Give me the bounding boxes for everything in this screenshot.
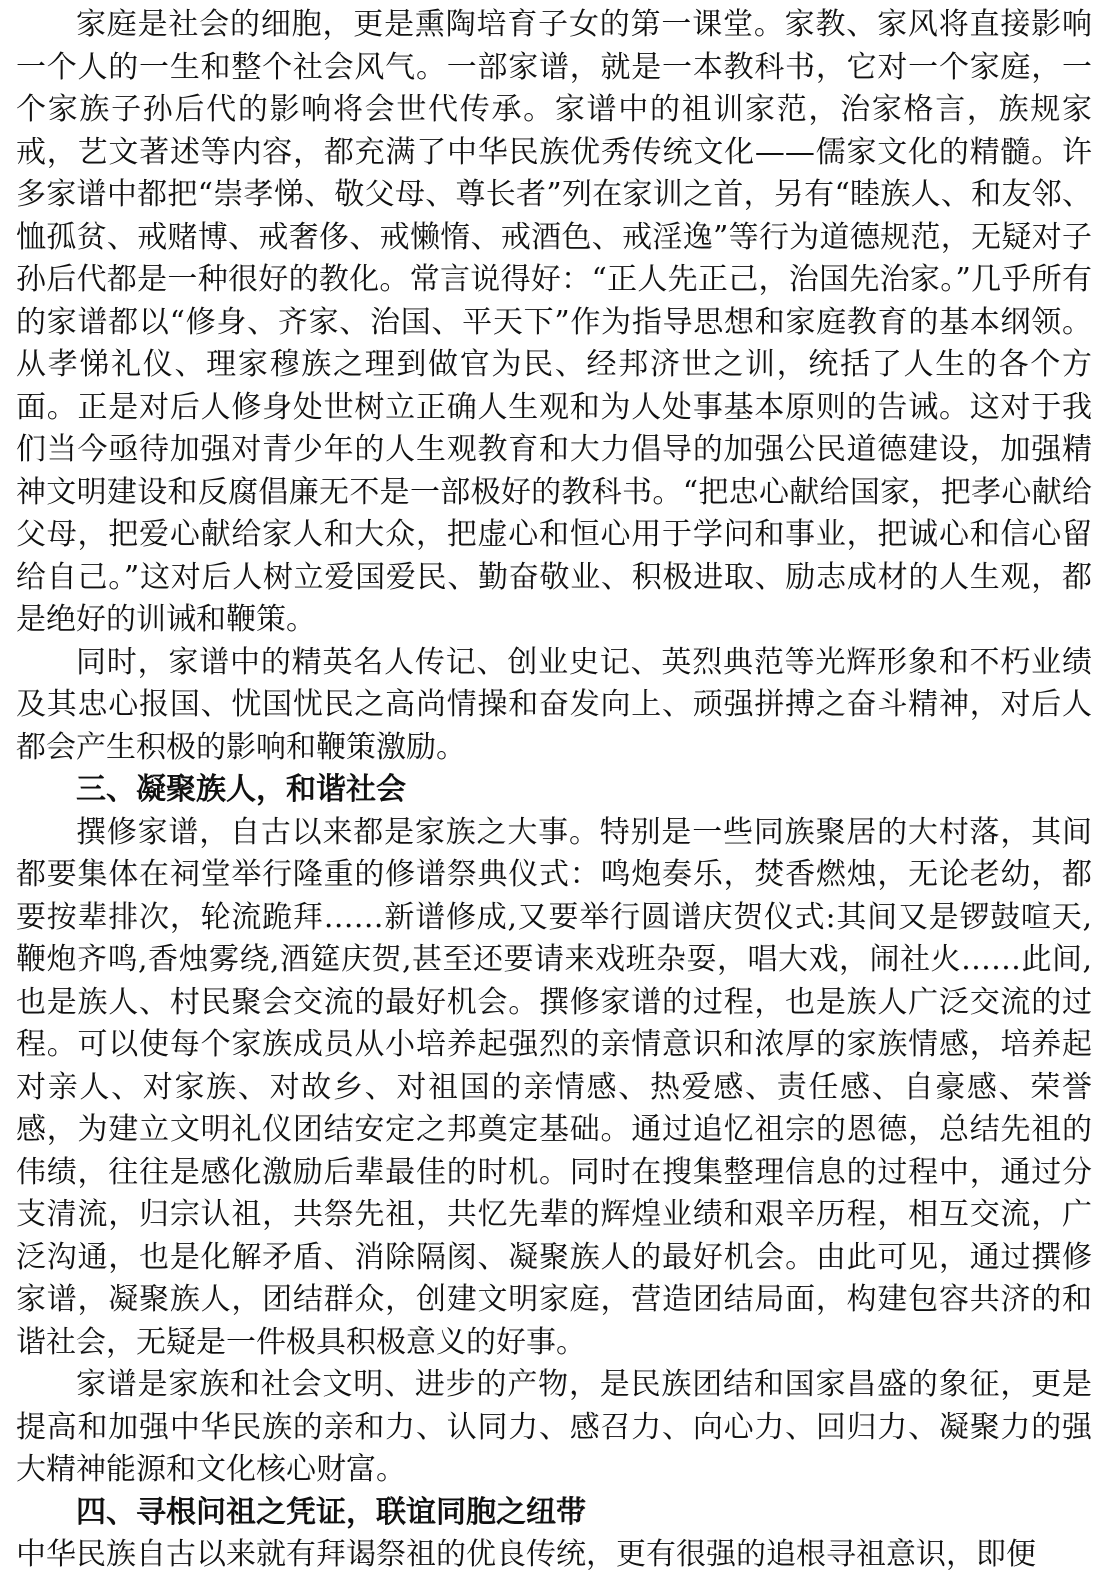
section-heading: 四、寻根问祖之凭证，联谊同胞之纽带	[76, 1494, 586, 1530]
body-paragraph: 中华民族自古以来就有拜谒祭祖的优良传统，更有很强的追根寻祖意识，即便	[16, 1537, 1036, 1572]
body-paragraph: 撰修家谱，自古以来都是家族之大事。特别是一些同族聚居的大村落，其间都要集体在祠堂举行隆重的修谱祭典仪式：鸣炮奏乐，焚香燃烛，无论老幼，都要按辈排次，轮流跪拜……新谱修成,又要举行圆谱庆贺仪式:其间又是锣鼓喧天,鞭炮齐鸣,香烛雾绕,酒筵庆贺,甚至还要请来戏班杂耍，唱大戏，闹社火……此间,也是族人、村民聚会交流的最好机会。撰修家谱的过程，也是族人广泛交流的过程。可以使每个家族成员从小培养起强烈的亲情意识和浓厚的家族情感，培养起对亲人、对家族、对故乡、对祖国的亲情感、热爱感、责任感、自豪感、荣誉感，为建立文明礼仪团结安定之邦奠定基础。通过追忆祖宗的恩德，总结先祖的伟绩，往往是感化激励后辈最佳的时机。同时在搜集整理信息的过程中，通过分支清流，归宗认祖，共祭先祖，共忆先辈的辉煌业绩和艰辛历程，相互交流，广泛沟通，也是化解矛盾、消除隔阂、凝聚族人的最好机会。由此可见，通过撰修家谱，凝聚族人，团结群众，创建文明家庭，营造团结局面，构建包容共济的和谐社会，无疑是一件极具积极意义的好事。	[16, 814, 1092, 1360]
body-paragraph: 家庭是社会的细胞，更是熏陶培育子女的第一课堂。家教、家风将直接影响一个人的一生和整个社会风气。一部家谱，就是一本教科书，它对一个家庭，一个家族子孙后代的影响将会世代传承。家谱中的祖训家范，治家格言，族规家戒，艺文著述等内容，都充满了中华民族优秀传统文化——儒家文化的精髓。许多家谱中都把“崇孝悌、敬父母、尊长者”列在家训之首，另有“睦族人、和友邻、恤孤贫、戒赌博、戒奢侈、戒懒惰、戒酒色、戒淫逸”等行为道德规范，无疑对子孙后代都是一种很好的教化。常言说得好：“正人先正己，治国先治家。”几乎所有的家谱都以“修身、齐家、治国、平天下”作为指导思想和家庭教育的基本纲领。从孝悌礼仪、理家穆族之理到做官为民、经邦济世之训，统括了人生的各个方面。正是对后人修身处世树立正确人生观和为人处事基本原则的告诫。这对于我们当今亟待加强对青少年的人生观教育和大力倡导的加强公民道德建设，加强精神文明建设和反腐倡廉无不是一部极好的教科书。“把忠心献给国家，把孝心献给父母，把爱心献给家人和大众，把虚心和恒心用于学问和事业，把诚心和信心留给自己。”这对后人树立爱国爱民、勤奋敬业、积极进取、励志成材的人生观，都是绝好的训诫和鞭策。	[16, 7, 1092, 637]
document-page	[16, 4, 1092, 1577]
body-paragraph: 家谱是家族和社会文明、进步的产物，是民族团结和国家昌盛的象征，更是提高和加强中华民族的亲和力、认同力、感召力、向心力、回归力、凝聚力的强大精神能源和文化核心财富。	[16, 1367, 1092, 1487]
section-heading: 三、凝聚族人，和谐社会	[76, 772, 406, 807]
body-paragraph: 同时，家谱中的精英名人传记、创业史记、英烈典范等光辉形象和不朽业绩及其忠心报国、忧国忧民之高尚情操和奋发向上、顽强拼搏之奋斗精神，对后人都会产生积极的影响和鞭策激励。	[16, 644, 1092, 765]
